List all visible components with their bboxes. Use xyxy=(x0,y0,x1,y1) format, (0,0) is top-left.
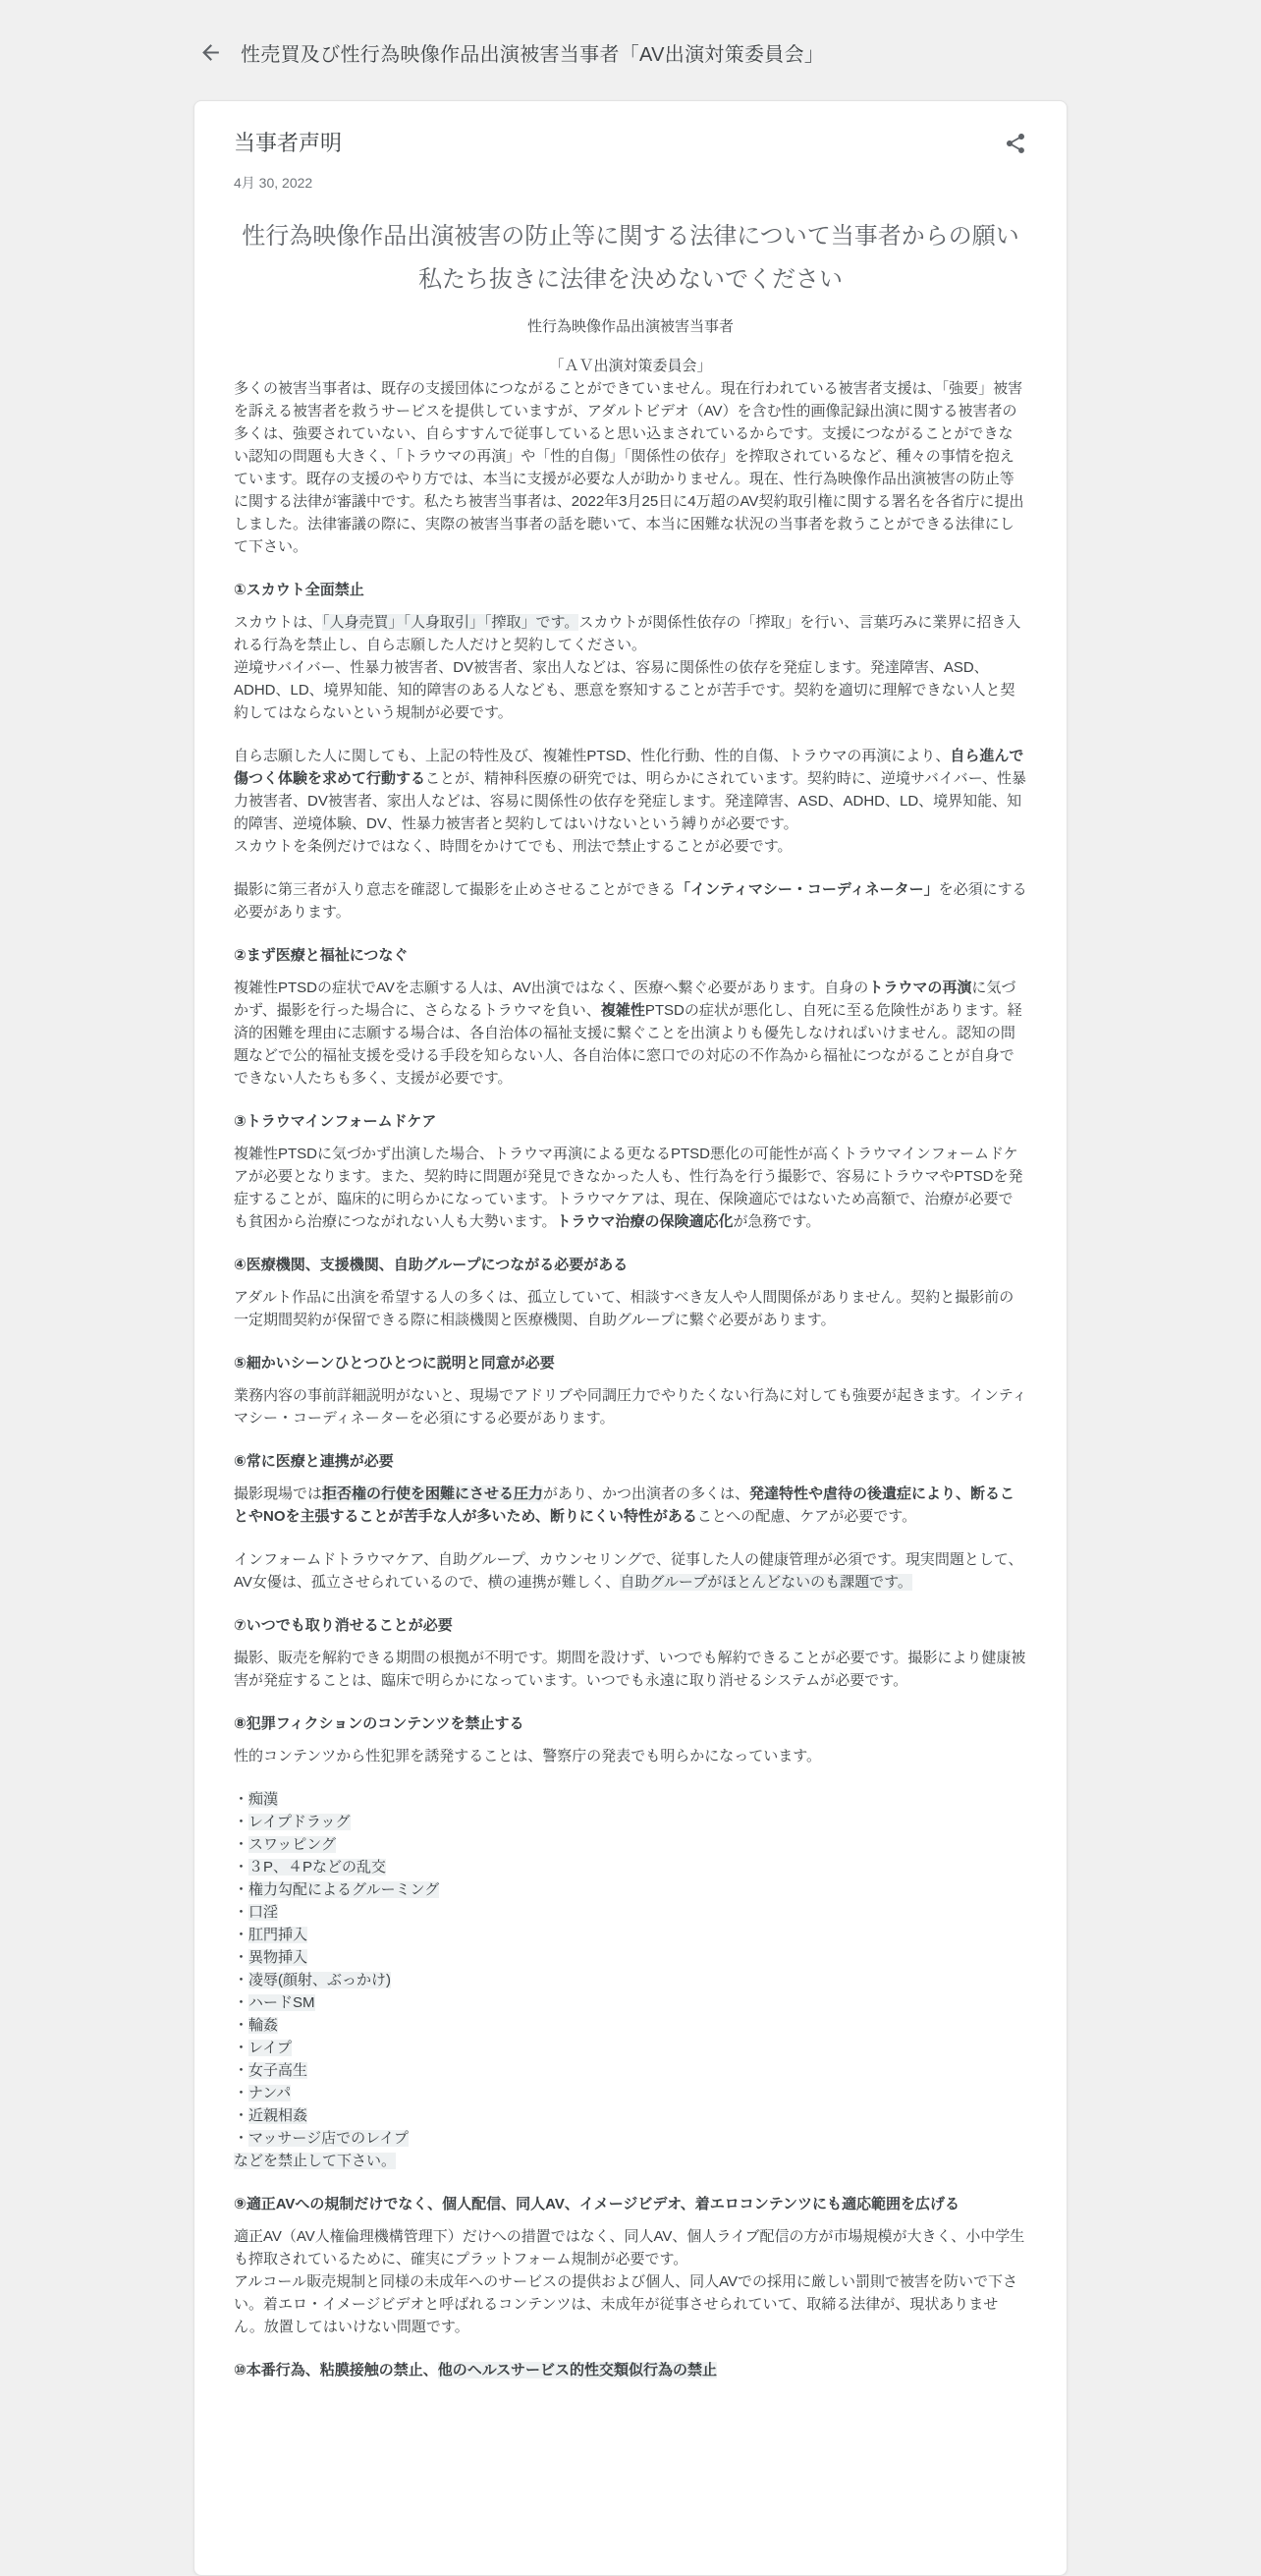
text-run: 撮影に第三者が入り意志を確認して撮影を止めさせることができる xyxy=(234,881,677,898)
section-heading-support-groups xyxy=(234,1254,1027,1276)
highlighted-text: レイプドラッグ xyxy=(248,1814,351,1830)
section-cancel-anytime xyxy=(234,1614,1027,1692)
highlighted-text: レイプ xyxy=(248,2040,292,2056)
highlighted-text: 口淫 xyxy=(248,1904,279,1921)
highlighted-text: 輪姦 xyxy=(248,2017,279,2034)
highlighted-text: 自助グループがほとんどないのも課題です。 xyxy=(620,1574,912,1591)
highlighted-text: ３P、４Pなどの乱交 xyxy=(248,1859,387,1876)
card-header xyxy=(234,129,1027,158)
text-run: ・ xyxy=(234,1881,249,1898)
text-run: ⑩本番行為、粘膜接触の禁止、 xyxy=(234,2362,438,2379)
text-run: ⑨適正AVへの規制だけでなく、個人配信、同人AV、イメージビデオ、着エロコンテンツにも適応範囲を広げる xyxy=(234,2196,960,2212)
text-run: アダルト作品に出演を希望する人の多くは、孤立していて、相談すべき友人や人間関係がありません。契約と撮影前の一定期間契約が保留できる際に相談機関と医療機関、自助グループに繋ぐ必要があります。 xyxy=(234,1289,1014,1328)
section-medical-cooperation xyxy=(234,1450,1027,1594)
highlighted-text: 他のヘルスサービス的性交類似行為の禁止 xyxy=(437,2362,717,2379)
highlighted-text: などを禁止して下さい。 xyxy=(234,2153,397,2169)
text-run: スカウトが関係性依存の「搾取」を行い、言葉巧みに業界に招き入れる行為を禁止し、自ら志願した人だけと契約してください。 xyxy=(234,614,1021,653)
highlighted-text: マッサージ店でのレイプ xyxy=(248,2130,409,2147)
section-scene-consent xyxy=(234,1352,1027,1429)
paragraph xyxy=(234,611,1027,724)
text-run: インフォームドトラウマケア、自助グループ、カウンセリングで、従事した人の健康管理が必須です。現実問題として、AV女優は、孤立させられているので、横の連携が難しく、 xyxy=(234,1551,1023,1591)
text-run: 撮影現場では xyxy=(234,1485,323,1502)
text-run: ・ xyxy=(234,2062,249,2079)
text-run: ⑧犯罪フィクションのコンテンツを禁止する xyxy=(234,1715,524,1732)
text-run: 業務内容の事前詳細説明がないと、現場でアドリブや同調圧力でやりたくない行為に対しても強要が起きます。インティマシー・コーディネーターを必須にする必要があります。 xyxy=(234,1387,1027,1427)
paragraph xyxy=(234,1286,1027,1331)
section-heading-trauma-informed-care xyxy=(234,1110,1027,1133)
text-run: が急務です。 xyxy=(733,1213,821,1230)
section-platform-scope xyxy=(234,2193,1027,2338)
highlighted-text: 異物挿入 xyxy=(248,1949,308,1966)
paragraph xyxy=(234,745,1027,858)
highlighted-text: 女子高生 xyxy=(248,2062,308,2079)
text-run: ・ xyxy=(234,1814,249,1830)
text-run: ・ xyxy=(234,2040,249,2056)
text-run: ・ xyxy=(234,2130,249,2147)
bold-text: 発達特性や虐待の後遺症により、断ることやNOを主張することが苦手な人が多いため、断りにくい特性がある xyxy=(234,1485,1015,1525)
highlighted-text: 近親相姦 xyxy=(248,2107,308,2124)
paragraph xyxy=(234,1647,1027,1692)
paragraph xyxy=(234,1483,1027,1528)
post-title-line2: 私たち抜きに法律を決めないでください xyxy=(418,266,843,293)
text-run: ⑥常に医療と連携が必要 xyxy=(234,1453,394,1470)
highlighted-text: スワッピング xyxy=(248,1836,336,1853)
text-run: 性的コンテンツから性犯罪を誘発することは、警察庁の発表でも明らかになっています。 xyxy=(234,1748,822,1764)
text-run: ・ xyxy=(234,2107,249,2124)
bold-text: トラウマ治療の保険適応化 xyxy=(556,1213,734,1230)
sections-container xyxy=(234,579,1027,2381)
text-run: ①スカウト全面禁止 xyxy=(234,582,364,598)
paragraph xyxy=(234,2225,1027,2338)
section-heading-medical-welfare xyxy=(234,944,1027,967)
section-heading-scout-ban xyxy=(234,579,1027,601)
highlighted-text: 「人身売買」「人身取引」「搾取」です。 xyxy=(322,614,579,631)
highlighted-text: ハードSM xyxy=(248,1994,315,2011)
bold-text: 「インティマシー・コーディネーター」 xyxy=(676,881,939,898)
section-heading-cancel-anytime xyxy=(234,1614,1027,1637)
section-heading-scene-consent xyxy=(234,1352,1027,1374)
text-run: アルコール販売規制と同様の未成年へのサービスの提供および個人、同人AVでの採用に厳しい罰則で被害を防いで下さい。着エロ・イメージビデオと呼ばれるコンテンツは、未成年が従事させられていて、取締る法律が、現状ありません。放置してはいけない問題です。 xyxy=(234,2273,1018,2335)
text-run: PTSDの症状が悪化し、自死に至る危険性があります。経済的困難を理由に志願する場合は、各自治体の福祉支援に繋ぐことを出演よりも優先しなければいけません。認知の問題などで公的福祉支援を受ける手段を知らない人、各自治体に窓口での対応の不作為から福祉につながることが自身でできない人たちも多く、支援が必要です。 xyxy=(234,1002,1022,1087)
highlighted-text: 肛門挿入 xyxy=(248,1927,308,1943)
post-title-line1: 性行為映像作品出演被害の防止等に関する法律について当事者からの願い xyxy=(242,223,1019,250)
text-run: ・ xyxy=(234,1836,249,1853)
paragraph xyxy=(234,1788,1027,2172)
paragraph xyxy=(234,1548,1027,1594)
section-heading-platform-scope xyxy=(234,2193,1027,2215)
share-icon[interactable] xyxy=(1004,132,1027,155)
site-title: 性売買及び性行為映像作品出演被害当事者「AV出演対策委員会」 xyxy=(241,43,825,66)
back-arrow-icon[interactable] xyxy=(197,39,223,65)
section-medical-welfare xyxy=(234,944,1027,1090)
text-run: ・ xyxy=(234,2085,249,2101)
paragraph xyxy=(234,1745,1027,1767)
bold-text: 自ら進んで傷つく体験を求めて行動する xyxy=(234,748,1024,787)
section-support-groups xyxy=(234,1254,1027,1331)
announcement-card xyxy=(193,100,1068,2576)
section-heading-medical-cooperation xyxy=(234,1450,1027,1473)
section-scout-ban xyxy=(234,579,1027,924)
byline-author: 性行為映像作品出演被害当事者 xyxy=(526,318,734,335)
card-title: 当事者声明 xyxy=(234,131,343,155)
app-header xyxy=(0,0,1261,104)
text-run: ・ xyxy=(234,1791,249,1808)
text-run: ・ xyxy=(234,1972,249,1988)
highlighted-text: 凌辱(顔射、ぶっかけ) xyxy=(248,1972,392,1988)
highlighted-text: 権力勾配によるグルーミング xyxy=(248,1881,440,1898)
text-run: スカウトは、 xyxy=(234,614,323,631)
text-run: ことへの配慮、ケアが必要です。 xyxy=(696,1508,917,1525)
section-honban-ban xyxy=(234,2359,1027,2381)
text-run: ・ xyxy=(234,1859,249,1876)
text-run: 複雑性PTSDに気づかず出演した場合、トラウマ再演による更なるPTSD悪化の可能性が高くトラウマインフォームドケアが必要となります。また、契約時に問題が発見できなかった人も、性行為を行う撮影で、容易にトラウマやPTSDを発症することが、臨床的に明らかになっています。トラウマケアは、現在、保険適応ではないため高額で、治療が必要でも貧困から治療につながれない人も大勢います。 xyxy=(234,1146,1023,1230)
post-title xyxy=(234,215,1027,302)
text-run: ②まず医療と福祉につなぐ xyxy=(234,947,409,964)
text-run: ⑦いつでも取り消せることが必要 xyxy=(234,1617,453,1634)
text-run: 撮影、販売を解約できる期間の根拠が不明です。期間を設けず、いつでも解約できることが必要です。撮影により健康被害が発症することは、臨床で明らかになっています。いつでも永遠に取り消せるシステムが必要です。 xyxy=(234,1650,1026,1689)
text-run: ④医療機関、支援機関、自助グループにつながる必要がある xyxy=(234,1257,629,1273)
text-run: 自ら志願した人に関しても、上記の特性及び、複雑性PTSD、性化行動、性的自傷、トラウマの再演により、 xyxy=(234,748,951,764)
text-run: ・ xyxy=(234,1994,249,2011)
section-crime-fiction-ban xyxy=(234,1712,1027,2172)
text-run: 適正AV（AV人権倫理機構管理下）だけへの措置ではなく、同人AV、個人ライブ配信の方が市場規模が大きく、小中学生も搾取されているために、確実にプラットフォーム規制が必要です。 xyxy=(234,2228,1025,2268)
text-run: ・ xyxy=(234,1949,249,1966)
text-run: ・ xyxy=(234,1904,249,1921)
text-run: ことが、精神科医療の研究では、明らかにされています。契約時に、逆境サバイバー、性暴力被害者、DV被害者、家出人などは、容易に関係性の依存を発症します。発達障害、ASD、ADHD、LD、境界知能、知的障害、逆境体験、DV、性暴力被害者と契約してはいけないという縛りが必要です。 xyxy=(234,770,1027,832)
text-run: を必須にする必要があります。 xyxy=(234,881,1027,921)
bold-text: 複雑性 xyxy=(600,1002,645,1019)
highlighted-text: 痴漢 xyxy=(248,1791,279,1808)
text-run: スカウトを条例だけではなく、時間をかけてでも、刑法で禁止することが必要です。 xyxy=(234,838,793,855)
paragraph xyxy=(234,1143,1027,1233)
text-run: ⑤細かいシーンひとつひとつに説明と同意が必要 xyxy=(234,1355,555,1372)
text-run: があり、かつ出演者の多くは、 xyxy=(543,1485,750,1502)
text-run: 逆境サバイバー、性暴力被害者、DV被害者、家出人などは、容易に関係性の依存を発症します。発達障害、ASD、ADHD、LD、境界知能、知的障害のある人なども、悪意を察知することが苦手です。契約を適切に理解できない人と契約してはならないという規制が必要です。 xyxy=(234,659,1015,721)
text-run: 複雑性PTSDの症状でAVを志願する人は、AV出演ではなく、医療へ繋ぐ必要があります。自身の xyxy=(234,980,869,996)
text-run: ・ xyxy=(234,1927,249,1943)
text-run: ③トラウマインフォームドケア xyxy=(234,1113,437,1130)
text-run: ・ xyxy=(234,2017,249,2034)
section-heading-crime-fiction-ban xyxy=(234,1712,1027,1735)
section-trauma-informed-care xyxy=(234,1110,1027,1233)
highlighted-text: ナンパ xyxy=(248,2085,292,2101)
paragraph xyxy=(234,977,1027,1090)
section-heading-honban-ban xyxy=(234,2359,1027,2381)
text-run: に気づかず、撮影を行った場合に、さらなるトラウマを負い、 xyxy=(234,980,1016,1019)
bold-text: トラウマの再演 xyxy=(868,980,972,996)
byline-committee: 「ＡＶ出演対策委員会」 xyxy=(549,358,712,374)
paragraph xyxy=(234,1384,1027,1429)
post-date: 4月 30, 2022 xyxy=(234,175,313,191)
paragraph xyxy=(234,878,1027,924)
intro-paragraph: 多くの被害当事者は、既存の支援団体につながることができていません。現在行われている被害者支援は、「強要」被害を訴える被害者を救うサービスを提供していますが、アダルトビデオ（AV）を含む性的画像記録出演に関する被害者の多くは、強要されていない、自らすすんで従事していると思い込まされているからです。支援につながることができない認知の問題も大きく、「トラウマの再演」や「性的自傷」「関係性の依存」を搾取されているなど、種々の事情を抱えています。既存の支援のやり方では、本当に支援が必要な人が助かりません。現在、性行為映像作品出演被害の防止等に関する法律が審議中です。私たち被害当事者は、2022年3月25日に4万超のAV契約取引権に関する署名を各省庁に提出しました。法律審議の際に、実際の被害当事者の話を聴いて、本当に困難な状況の当事者を救うことができる法律にして下さい。 xyxy=(234,380,1024,555)
highlighted-text: 拒否権の行使を困難にさせる圧力 xyxy=(322,1485,544,1502)
